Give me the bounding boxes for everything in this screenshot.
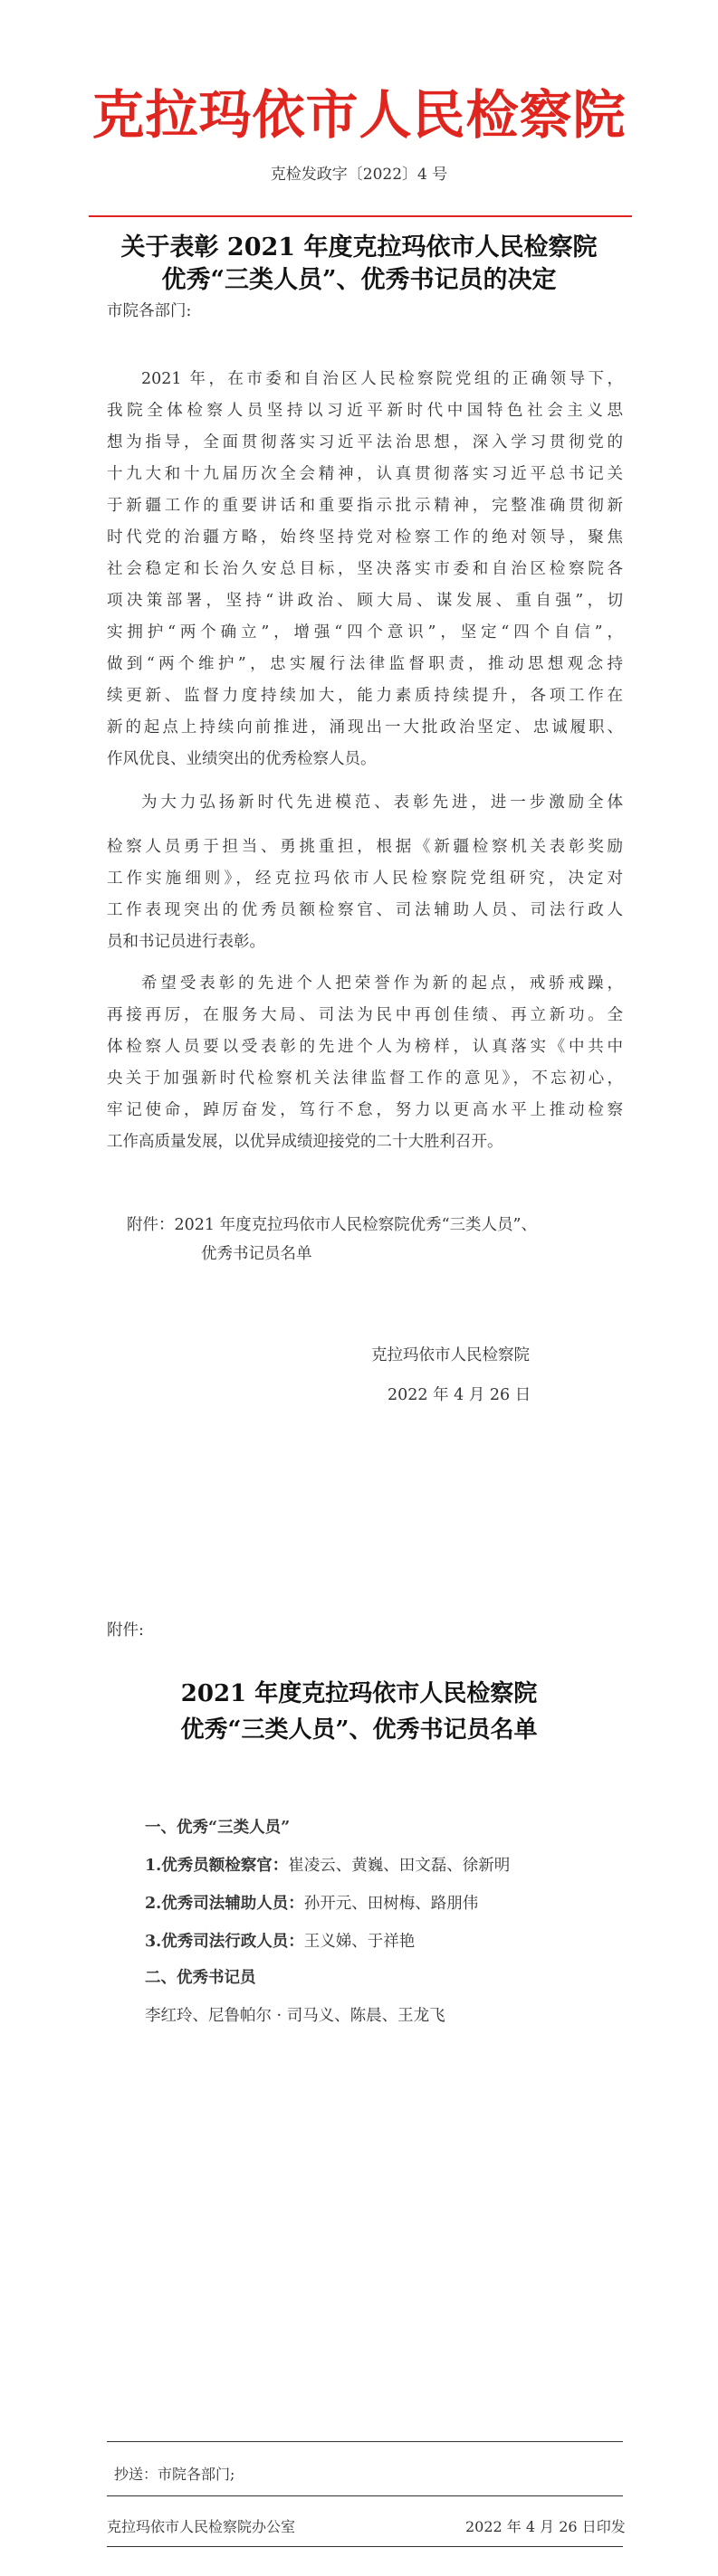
- text-line: 为大力弘扬新时代先进模范、表彰先进，进一步激励全体: [141, 794, 623, 812]
- award-item: [145, 1891, 478, 1914]
- org-masthead: 克拉玛依市人民检察院: [91, 84, 627, 146]
- text-line: 2021 年，在市委和自治区人民检察院党组的正确领导下，: [141, 370, 623, 388]
- text-line: 做到“两个维护”，忠实履行法律监督职责，推动思想观念持: [107, 655, 623, 673]
- decision-title-line: 优秀“三类人员”、优秀书记员的决定: [161, 266, 557, 294]
- text-line: 工作实施细则》，经克拉玛依市人民检察院党组研究，决定对: [107, 870, 623, 888]
- salutation: 市院各部门:: [107, 302, 192, 320]
- attachment-title: [0, 1676, 718, 1748]
- award-item-label: 3.优秀司法行政人员：: [145, 1933, 304, 1951]
- body-paragraph-2: [107, 787, 623, 958]
- footer-top-rule: [107, 2441, 623, 2442]
- text-line: 牢记使命，踔厉奋发，笃行不怠，努力以更高水平上推动检察: [107, 1101, 623, 1119]
- text-line: 我院全体检察人员坚持以习近平新时代中国特色社会主义思: [107, 402, 623, 420]
- text-line: 想为指导，全面贯彻落实习近平法治思想，深入学习贯彻党的: [107, 433, 623, 452]
- text-line: 社会稳定和长治久安总目标，坚决落实市委和自治区检察院各: [107, 560, 623, 578]
- issuer-office: 克拉玛依市人民检察院办公室: [107, 2518, 296, 2535]
- award-item-names: 孙开元、田树梅、路朋伟: [303, 1895, 479, 1913]
- section-heading-three-types: 一、优秀“三类人员”: [145, 1819, 291, 1837]
- award-item: [145, 1929, 415, 1952]
- body-paragraph-1: [107, 364, 623, 775]
- award-item-names: 崔凌云、黄巍、田文磊、徐新明: [288, 1857, 511, 1875]
- text-line: 央关于加强新时代检察机关法律监督工作的意见》，不忘初心，: [107, 1069, 623, 1088]
- attachment-note-line: 优秀书记员名单: [201, 1245, 312, 1263]
- text-line: 作风优良、业绩突出的优秀检察人员。: [107, 750, 377, 768]
- attachment-label: 附件:: [107, 1621, 144, 1640]
- award-item-label: 2.优秀司法辅助人员：: [145, 1895, 304, 1913]
- footer-bottom-rule: [107, 2546, 623, 2547]
- attachment-title-line: 优秀“三类人员”、优秀书记员名单: [180, 1716, 538, 1744]
- text-line: 体检察人员要以受表彰的先进个人为榜样，认真落实《中共中: [107, 1038, 623, 1056]
- text-line: 时代党的治疆方略，始终坚持党对检察工作的绝对领导，聚焦: [107, 528, 623, 547]
- award-item: [145, 1853, 510, 1876]
- text-line: 员和书记员进行表彰。: [107, 933, 265, 951]
- decision-title-line: 关于表彰 2021 年度克拉玛依市人民检察院: [120, 233, 598, 261]
- attachment-title-line: 2021 年度克拉玛依市人民检察院: [180, 1680, 538, 1707]
- red-divider: [89, 215, 632, 217]
- cc-line: 抄送：市院各部门;: [114, 2466, 235, 2483]
- signature-date: 2022 年 4 月 26 日: [388, 1386, 531, 1404]
- section-heading-clerks: 二、优秀书记员: [145, 1969, 256, 1987]
- text-line: 新的起点上持续向前推进，涌现出一大批政治坚定、忠诚履职、: [107, 718, 623, 737]
- body-paragraph-3: [107, 968, 623, 1158]
- award-item-names: 王义娣、于祥艳: [303, 1933, 416, 1951]
- text-line: 于新疆工作的重要讲话和重要指示批示精神，完整准确贯彻新: [107, 497, 623, 515]
- print-date: 2022 年 4 月 26 日印发: [465, 2518, 626, 2535]
- text-line: 工作高质量发展，以优异成绩迎接党的二十大胜利召开。: [107, 1133, 503, 1151]
- text-line: 项决策部署，坚持“讲政治、顾大局、谋发展、重自强”，切: [107, 592, 623, 610]
- text-line: 检察人员勇于担当、勇挑重担，根据《新疆检察机关表彰奖励: [107, 838, 623, 856]
- text-line: 实拥护“两个确立”，增强“四个意识”，坚定“四个自信”，: [107, 623, 623, 642]
- text-line: 希望受表彰的先进个人把荣誉作为新的起点，戒骄戒躁，: [141, 974, 623, 993]
- text-line: 续更新、监督力度持续加大，能力素质持续提升，各项工作在: [107, 687, 623, 705]
- attachment-note-line: 附件：2021 年度克拉玛依市人民检察院优秀“三类人员”、: [127, 1216, 537, 1234]
- footer-middle-rule: [107, 2495, 623, 2496]
- signature-org: 克拉玛依市人民检察院: [371, 1346, 530, 1364]
- text-line: 工作表现突出的优秀员额检察官、司法辅助人员、司法行政人: [107, 901, 623, 919]
- award-item-label: 1.优秀员额检察官：: [145, 1857, 289, 1875]
- clerk-names: 李红玲、尼鲁帕尔 · 司马义、陈晨、王龙飞: [145, 2007, 445, 2025]
- text-line: 十九大和十九届历次全会精神，认真贯彻落实习近平总书记关: [107, 465, 623, 483]
- decision-title: [0, 232, 718, 297]
- text-line: 再接再厉，在服务大局、司法为民中再创佳绩、再立新功。全: [107, 1006, 623, 1024]
- document-number: 克检发政字〔2022〕4 号: [270, 166, 448, 184]
